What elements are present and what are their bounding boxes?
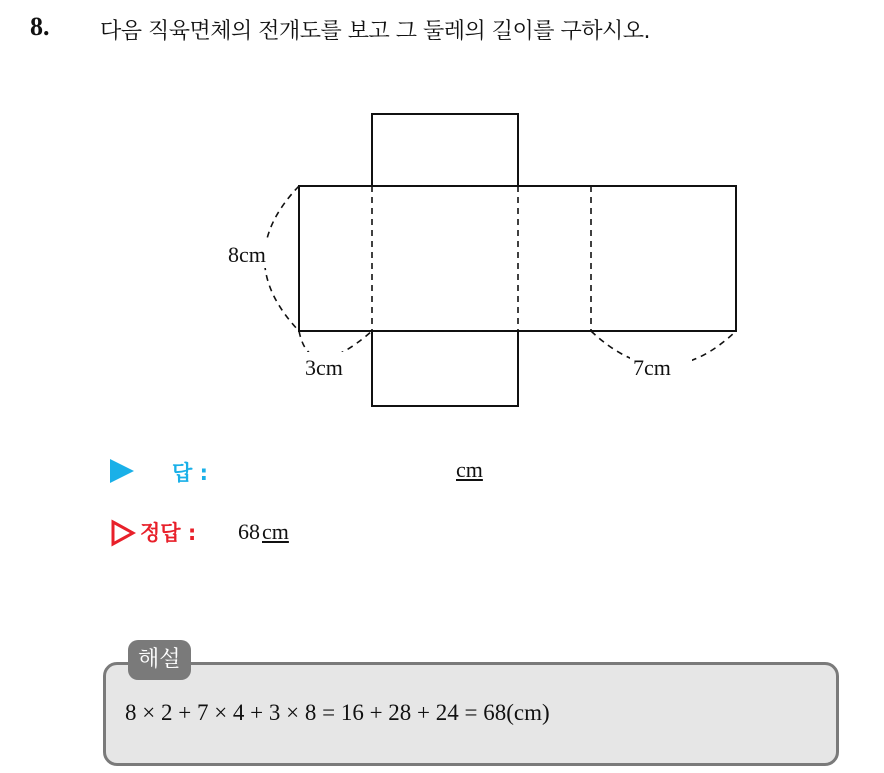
filled-triangle-icon: [110, 459, 134, 483]
answer-unit: cm: [456, 457, 483, 482]
net-bottom-face: [372, 331, 518, 406]
correct-answer-label: 정답 :: [140, 521, 197, 545]
height-label: 8cm: [228, 242, 266, 267]
correct-value-number: 68: [238, 519, 260, 544]
net-top-face: [372, 114, 518, 186]
width-label: 3cm: [305, 355, 343, 380]
solution-tab: 해설: [128, 640, 191, 680]
outline-triangle-icon: [110, 519, 136, 547]
solution-text: 8 × 2 + 7 × 4 + 3 × 8 = 16 + 28 + 24 = 68(cm): [125, 700, 550, 725]
answer-row: [110, 455, 530, 489]
length-label: 7cm: [633, 355, 671, 380]
answer-label: 답 :: [172, 461, 208, 485]
question-text: 다음 직육면체의 전개도를 보고 그 둘레의 길이를 구하시오.: [100, 19, 650, 44]
correct-answer-row: [110, 517, 530, 551]
correct-answer-value: [238, 519, 289, 545]
question-number: 8.: [30, 12, 50, 41]
correct-value-unit: cm: [262, 519, 289, 544]
